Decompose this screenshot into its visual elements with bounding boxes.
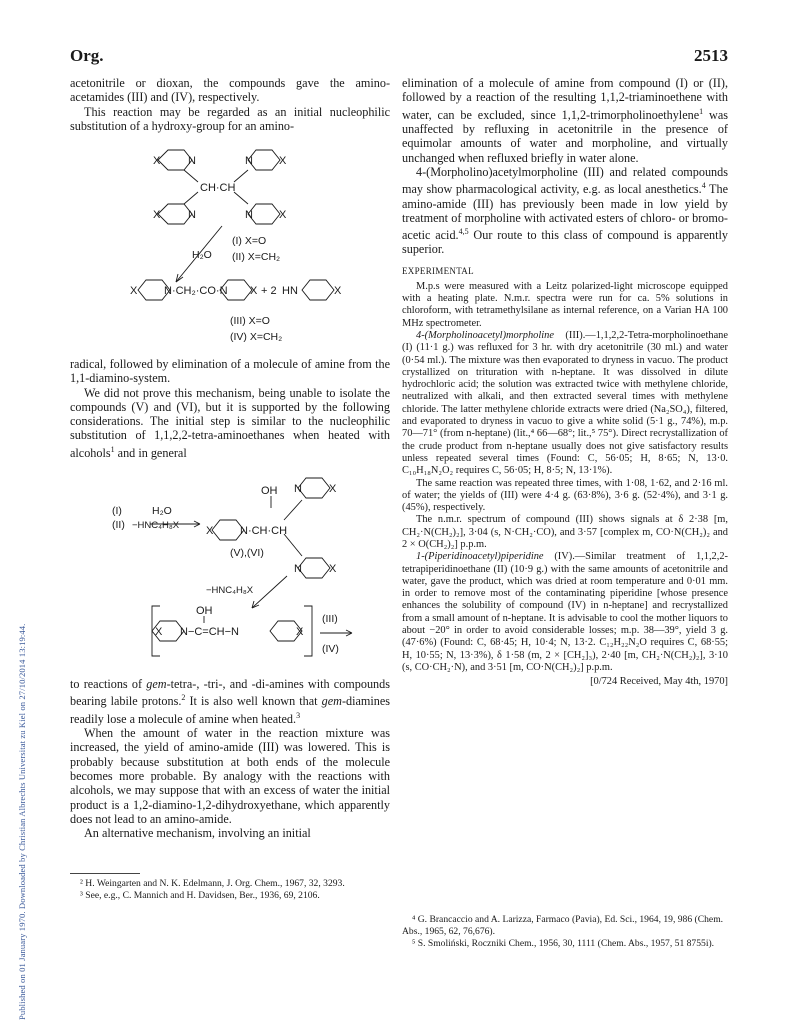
atom-label: X: [334, 285, 342, 297]
atom-label: X: [329, 483, 337, 495]
compound-label: (IV): [322, 643, 339, 655]
right-column: [402, 76, 728, 687]
compound-label: (I): [112, 505, 122, 517]
footnote: ⁴ G. Brancaccio and A. Larizza, Farmaco (Pavia), Ed. Sci., 1964, 19, 986 (Chem. Abs., 1965, 62, 76,676).: [402, 914, 724, 937]
group-label: OH: [196, 605, 213, 617]
product-label: N·CH₂·CO·N: [164, 285, 228, 297]
text: The amino-amide (III) has previously been made in low yield by treatment of morpholine with activated esters of chloro- or bromo-acetic acid.: [402, 182, 729, 243]
text: to reactions of: [70, 677, 147, 691]
paragraph: The same reaction was repeated three times, with 1·08, 1·62, and 2·16 ml. of water; the yields of (III) were 4·4 g. (63·8%), 3·6 g. (52·4%), and 3·1 g. (45%), respectively.: [402, 477, 728, 514]
download-watermark: [5, 60, 27, 1020]
paragraph: [70, 677, 390, 726]
atom-label: N: [294, 483, 302, 495]
paragraph: [402, 330, 728, 478]
group-label: OH: [261, 485, 278, 497]
text: -diamines readily lose a molecule of amine when heated.: [70, 694, 391, 726]
atom-label: N: [294, 563, 302, 575]
left-column-middle: [70, 357, 390, 460]
reagent-label: H₂O: [192, 249, 212, 261]
text: (IV).—Similar treatment of 1,1,2,2-tetrapiperidinoethane (II) (10·9 g.) with the same amounts of acetonitrile and water, gave the product, which was dried at room temperature and 0·01 mm. in order to remove most of the contaminating piperidine [whose presence enhances the solubility of compound (IV) in n-heptane] and recrystallized from a small amount of n-heptane. It is advisable to cool the mother liquors to about −20° in order to avoid considerable losses; m.p. 38—39°, yield 3 g. (47·6%) (Found: C, 68·45; H, 10·4; N, 13·2. C₁₂H₂₂N₂O requires C, 68·55; H, 10·55; N, 13·3%), δ 1·58 (m, 2 × [CH₂]₃), 2·40 [m, CH₂·N(CH₂)₂], 3·10 (s, CO·CH₂·N), and 3·51 [m, CO·N(CH₂)₂] p.p.m.: [402, 551, 728, 673]
page-number: 2513: [694, 46, 728, 65]
footnotes-right: [402, 914, 728, 949]
atom-label: X: [206, 525, 214, 537]
paragraph: An alternative mechanism, involving an initial: [84, 826, 311, 841]
paragraph: [402, 76, 728, 165]
atom-label: HN: [282, 285, 298, 297]
plus-label: + 2: [261, 285, 277, 297]
watermark-text: Published on 01 January 1970. Downloaded by Christian Albrechts Universitat zu Kiel on 27/10/2014 13:19:44.: [17, 623, 27, 1020]
atom-label: N: [188, 209, 196, 221]
text: was unaffected by refluxing in acetonitrile in the presence of equimolar amounts of water and morpholine, and virtually unchanged when refluxed briefly in water alone.: [402, 107, 728, 165]
text: gem: [321, 694, 342, 709]
reference[interactable]: 1: [699, 106, 704, 116]
atom-label: X: [130, 285, 138, 297]
compound-label: (II) X=CH₂: [232, 251, 281, 263]
compound-label: (V),(VI): [230, 547, 264, 559]
received-date: [0/724 Received, May 4th, 1970]: [590, 676, 728, 688]
atom-label: X: [153, 155, 161, 167]
reference[interactable]: 1: [110, 444, 115, 454]
paragraph: When the amount of water in the reaction mixture was increased, the yield of amino-amide (III) was lowered. This is probably because substitution at both ends of the molecule becomes more probable. By analogy with the reactions with alcohols, we may suppose that with an excess of water the initial product is a 1,2-diamino-1,2-dihydroxyethane, which apparently does not lead to an amino-amide.: [70, 726, 390, 826]
text: It is also well known that: [185, 694, 322, 709]
reference[interactable]: 4: [701, 181, 706, 191]
atom-label: X: [329, 563, 337, 575]
atom-label: X: [296, 626, 304, 638]
text: 4-(Morpholino)acetylmorpholine (III) and related compounds may show pharmacological activity, e.g. as local anesthetics.: [402, 164, 728, 197]
reference[interactable]: 3: [296, 710, 301, 720]
compound-label: (II): [112, 519, 125, 531]
left-column-top: [70, 76, 390, 133]
journal-header: Org.: [70, 46, 104, 65]
footnote: ⁵ S. Smoliński, Roczniki Chem., 1956, 30, 1111 (Chem. Abs., 1957, 51 8755i).: [412, 937, 715, 949]
compound-label: (III) X=O: [230, 315, 270, 327]
text: We did not prove this mechanism, being unable to isolate the compounds (V) and (VI), but it is supported by the following considerations. The initial step is similar to the nucleophilic substitution of 1,1,2,2-tetra-aminoethanes when heated with alcohols: [70, 385, 390, 460]
atom-label: N: [245, 155, 253, 167]
text: gem: [146, 677, 167, 691]
bridge-label: CH·CH: [200, 182, 236, 194]
atom-label: X: [279, 209, 287, 221]
compound-label: (I) X=O: [232, 235, 267, 247]
paragraph: This reaction may be regarded as an initial nucleophilic substitution of a hydroxy-group for an amino-: [70, 104, 390, 133]
reagent-label: −HNC₄H₈X: [206, 585, 254, 596]
compound-label: (III): [322, 613, 338, 625]
paragraph: [402, 165, 728, 257]
bridge-label: N·CH·CH: [240, 525, 288, 537]
footnote-rule: [70, 873, 140, 874]
reference[interactable]: 4,5: [458, 227, 469, 237]
text: -tetra-, -tri-, and -di-amines with compounds bearing labile protons.: [70, 677, 390, 709]
paragraph: The n.m.r. spectrum of compound (III) shows signals at δ 2·38 [m, CH₂·N(CH₂)₂], 3·04 (s, N·CH₂·CO), and 3·57 [complex m, CO·N(CH₂)₂ and 2 × O(CH₂)₂] p.p.m.: [402, 514, 728, 550]
reagent-label: −HNC₄H₈X: [132, 520, 180, 531]
left-column-bottom: [70, 677, 390, 840]
text: (III).—1,1,2,2-Tetra-morpholinoethane (I) (11·1 g.) was refluxed for 3 hr. with dry acetonitrile (30 ml.) and water (0·54 ml.). The mixture was then evaporated to dryness in vacuo. The product crystallized on trituration with n-heptane. It was dissolved in dilute hydrochloric acid; the solution was extracted twice with methylene chloride, neutralized with alkali, and then extracted several times with methylene chloride. The latter methylene chloride extracts were dried (Na₂SO₄), filtered, and evaporated to dryness in vacuo to give a white solid (5·1 g., 74%), m.p. 70—71° (from n-heptane) (lit.,⁴ 66—68°; lit.,⁵ 75°). Direct recrystallization of the crude product from n-heptane usually does not give satisfactory results unless repeated several times (Found: C, 56·05; H, 8·65; N, 13·0. C₁₀H₁₈N₂O₂ requires C, 56·05; H, 8·5; N, 13·1%).: [402, 329, 728, 477]
reaction-scheme-2: [112, 468, 362, 673]
reaction-scheme-1: [120, 138, 360, 343]
atom-label: N: [245, 209, 253, 221]
compound-title: 4-(Morpholinoacetyl)morpholine: [416, 329, 554, 341]
reagent-label: H₂O: [152, 505, 172, 517]
reference[interactable]: 2: [181, 693, 186, 703]
atom-label: X: [153, 209, 161, 221]
paragraph: acetonitrile or dioxan, the compounds gave the amino-acetamides (III) and (IV), respectively.: [70, 76, 390, 105]
atom-label: X: [155, 626, 163, 638]
paragraph: [402, 551, 728, 674]
atom-label: X: [250, 285, 258, 297]
section-heading: EXPERIMENTAL: [402, 265, 474, 276]
text: elimination of a molecule of amine from compound (I) or (II), followed by a reaction of the resulting 1,1,2-triaminoethene with water, can be excluded, since 1,1,2-trimorpholinoethylene: [402, 76, 728, 122]
paragraph: radical, followed by elimination of a molecule of amine from the 1,1-diamino-system.: [70, 357, 390, 386]
paragraph: M.p.s were measured with a Leitz polarized-light microscope equipped with a heating plate. N.m.r. spectra were run for ca. 5% solutions in chloroform, with tetramethylsilane as internal reference, on a Varian HA 100 MHz spectrometer.: [402, 280, 728, 329]
text: Our route to this class of compound is apparently superior.: [402, 228, 728, 257]
enol-label: N−C=CH−N: [180, 626, 239, 638]
footnote: ² H. Weingarten and N. K. Edelmann, J. Org. Chem., 1967, 32, 3293.: [80, 878, 345, 889]
atom-label: N: [188, 155, 196, 167]
compound-title: 1-(Piperidinoacetyl)piperidine: [416, 551, 544, 563]
footnotes-left: [70, 878, 390, 902]
compound-label: (IV) X=CH₂: [230, 331, 283, 343]
atom-label: X: [279, 155, 287, 167]
text: and in general: [114, 445, 187, 460]
paragraph: [70, 386, 390, 461]
footnote: ³ See, e.g., C. Mannich and H. Davidsen, Ber., 1936, 69, 2106.: [80, 889, 320, 901]
